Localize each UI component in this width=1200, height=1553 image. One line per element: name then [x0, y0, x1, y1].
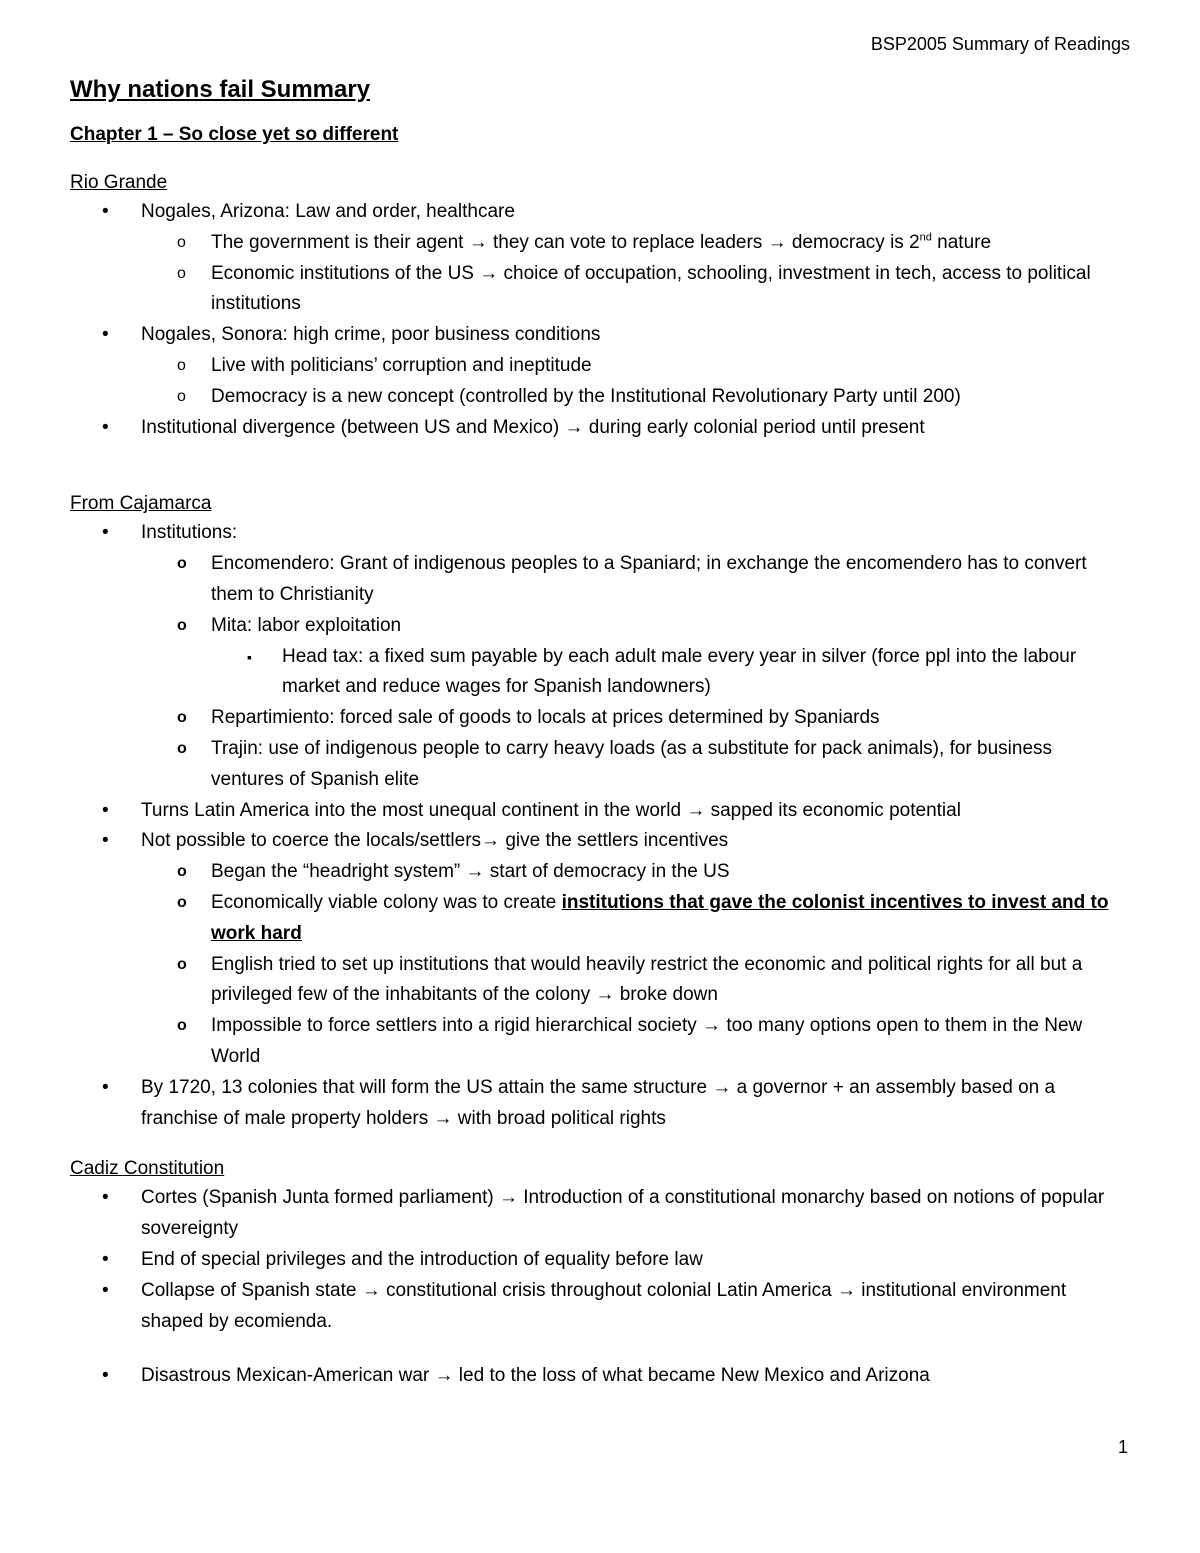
list-item: • Nogales, Arizona: Law and order, healthcare o The government is their agent → they can vote to replace leaders → democracy is 2nd nature o Economic institutions of the US → choice of occupation, schooling, investment in tech, access to political institutions	[70, 197, 1130, 320]
list-item: o Democracy is a new concept (controlled by the Institutional Revolutionary Party until 200)	[141, 382, 1130, 413]
section-heading-cadiz: Cadiz Constitution	[70, 1158, 225, 1180]
list-item: • Cortes (Spanish Junta formed parliament) → Introduction of a constitutional monarchy based on notions of popular sovereignty	[70, 1183, 1130, 1245]
list-item: o English tried to set up institutions that would heavily restrict the economic and political rights for all but a privileged few of the inhabitants of the colony → broke down	[141, 950, 1130, 1012]
list-item: o Economically viable colony was to create institutions that gave the colonist incentives to invest and to work hard	[141, 888, 1130, 950]
cadiz-list-continued	[70, 1361, 1130, 1392]
list-item: o Repartimiento: forced sale of goods to locals at prices determined by Spaniards	[141, 703, 1130, 734]
page-number: 1	[1117, 1437, 1128, 1457]
list-item: • Not possible to coerce the locals/settlers→ give the settlers incentives o Began the “headright system” → start of democracy in the US o Economically viable colony was to create institutions that gave the colonist incentives to invest and to work hard o English tried to set up institutions that would heavily restrict the economic and political rights for all but a privileged few of the inhabitants of the colony → broke down o Impossible to force settlers into a rigid hierarchical society → too many options open to them in the New World	[70, 826, 1130, 1072]
document-title: Why nations fail Summary	[70, 76, 371, 103]
emphasized-text: institutions that gave the colonist incentives to invest and to work hard	[211, 891, 1109, 944]
list-item: ▪ Head tax: a fixed sum payable by each adult male every year in silver (force ppl into the labour market and reduce wages for Spanish landowners)	[211, 642, 1130, 704]
sub-list	[141, 228, 1130, 320]
list-item: • End of special privileges and the introduction of equality before law	[70, 1245, 1130, 1276]
running-header: BSP2005 Summary of Readings	[870, 34, 1130, 54]
list-item: o The government is their agent → they can vote to replace leaders → democracy is 2nd nature	[141, 228, 1130, 259]
list-item: • Collapse of Spanish state → constitutional crisis throughout colonial Latin America → institutional environment shaped by ecomienda.	[70, 1276, 1130, 1338]
list-item: • Turns Latin America into the most unequal continent in the world → sapped its economic potential	[70, 796, 1130, 827]
list-item: o Encomendero: Grant of indigenous peoples to a Spaniard; in exchange the encomendero has to convert them to Christianity	[141, 549, 1130, 611]
list-item: o Began the “headright system” → start of democracy in the US	[141, 857, 1130, 888]
sub-list	[141, 351, 1130, 413]
section-heading-rio-grande: Rio Grande	[70, 172, 168, 193]
cadiz-list	[70, 1183, 1130, 1337]
chapter-heading: Chapter 1 – So close yet so different	[70, 124, 399, 145]
list-item: • Institutional divergence (between US and Mexico) → during early colonial period until present	[70, 413, 1130, 444]
list-item: o Live with politicians’ corruption and ineptitude	[141, 351, 1130, 382]
list-item: o Trajin: use of indigenous people to carry heavy loads (as a substitute for pack animals), for business ventures of Spanish elite	[141, 734, 1130, 796]
list-item: o Mita: labor exploitation ▪ Head tax: a fixed sum payable by each adult male every year in silver (force ppl into the labour market and reduce wages for Spanish landowners)	[141, 611, 1130, 703]
document-body	[70, 72, 1130, 1392]
list-item: • Institutions: o Encomendero: Grant of indigenous peoples to a Spaniard; in exchange the encomendero has to convert them to Christianity o Mita: labor exploitation ▪ Head tax: a fixed sum payable by each adult male every year in silver (force ppl into the labour market and reduce wages for Spanish landowners) o Repartimiento: forced sale of goods to locals at prices determined by Spaniards o Trajin: use of indigenous people to carry heavy loads (as a substitute for pack animals), for business ventures of Spanish elite	[70, 518, 1130, 795]
rio-grande-list	[70, 197, 1130, 443]
list-item: • Nogales, Sonora: high crime, poor business conditions o Live with politicians’ corruption and ineptitude o Democracy is a new concept (controlled by the Institutional Revolutionary Party until 200)	[70, 320, 1130, 412]
sub-list	[141, 857, 1130, 1073]
list-item: o Economic institutions of the US → choice of occupation, schooling, investment in tech, access to political institutions	[141, 259, 1130, 321]
sub-list	[141, 549, 1130, 795]
sub-sub-list	[211, 642, 1130, 704]
ordinal-suffix: nd	[919, 231, 932, 244]
list-item: • By 1720, 13 colonies that will form the US attain the same structure → a governor + an assembly based on a franchise of male property holders → with broad political rights	[70, 1073, 1130, 1135]
list-item: • Disastrous Mexican-American war → led to the loss of what became New Mexico and Arizona	[70, 1361, 1130, 1392]
list-item: o Impossible to force settlers into a rigid hierarchical society → too many options open to them in the New World	[141, 1011, 1130, 1073]
cajamarca-list	[70, 518, 1130, 1134]
section-heading-cajamarca: From Cajamarca	[70, 493, 212, 515]
